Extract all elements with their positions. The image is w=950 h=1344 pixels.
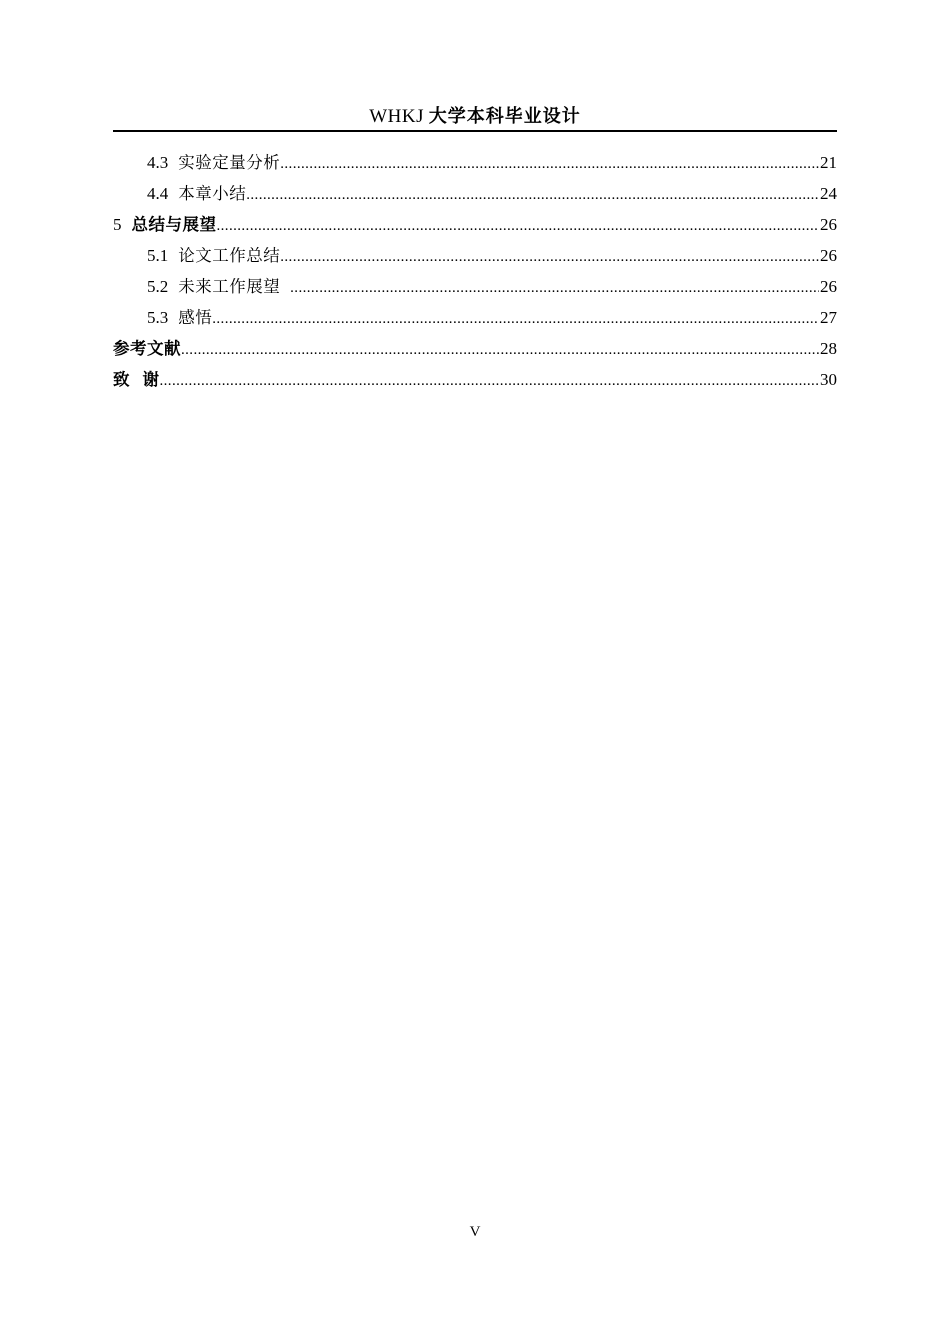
toc-entry-4-3[interactable] bbox=[113, 147, 837, 178]
toc-entry-page: 21 bbox=[820, 153, 837, 172]
toc-entry-number: 5.3 bbox=[147, 308, 169, 327]
toc-entry-5-3[interactable] bbox=[113, 302, 837, 333]
toc-entry-page: 30 bbox=[820, 370, 837, 389]
header-title: 大学本科毕业设计 bbox=[428, 106, 581, 127]
toc-entry-title: 实验定量分析 bbox=[178, 153, 281, 172]
toc-entry-page: 27 bbox=[820, 308, 837, 327]
page-number: V bbox=[469, 1224, 481, 1240]
toc-entry-title: 未来工作展望 bbox=[178, 277, 281, 296]
toc-entry-number: 5.1 bbox=[147, 246, 169, 265]
toc-entry-page: 26 bbox=[820, 215, 837, 234]
toc-entry-number: 5 bbox=[113, 215, 122, 234]
toc-entry-title: 致 谢 bbox=[113, 370, 160, 389]
header-rule bbox=[113, 130, 837, 132]
toc-entry-page: 24 bbox=[820, 184, 837, 203]
toc-entry-number: 4.3 bbox=[147, 153, 169, 172]
toc-entry-number: 5.2 bbox=[147, 277, 169, 296]
toc-dot-leader bbox=[160, 366, 820, 397]
toc-dot-leader bbox=[217, 211, 820, 242]
toc-entry-title: 感悟 bbox=[178, 308, 213, 327]
toc-entry-5-2[interactable] bbox=[113, 271, 837, 302]
table-of-contents bbox=[113, 147, 837, 395]
toc-entry-4-4[interactable] bbox=[113, 178, 837, 209]
toc-entry-acknowledgements[interactable] bbox=[113, 364, 837, 395]
page-header bbox=[113, 104, 837, 130]
toc-entry-title: 本章小结 bbox=[178, 184, 247, 203]
toc-entry-title: 总结与展望 bbox=[131, 215, 217, 234]
toc-dot-leader bbox=[280, 242, 819, 273]
toc-entry-references[interactable] bbox=[113, 333, 837, 364]
toc-entry-5-1[interactable] bbox=[113, 240, 837, 271]
toc-entry-page: 26 bbox=[820, 277, 837, 296]
toc-dot-leader bbox=[280, 149, 819, 180]
toc-entry-number: 4.4 bbox=[147, 184, 169, 203]
toc-entry-title: 论文工作总结 bbox=[178, 246, 281, 265]
header-school-code: WHKJ bbox=[369, 106, 425, 127]
toc-dot-leader bbox=[246, 180, 819, 211]
toc-entry-page: 28 bbox=[820, 339, 837, 358]
toc-entry-page: 26 bbox=[820, 246, 837, 265]
toc-dot-leader bbox=[290, 273, 819, 304]
toc-entry-5[interactable] bbox=[113, 209, 837, 240]
toc-entry-title: 参考文献 bbox=[113, 339, 181, 358]
toc-dot-leader bbox=[212, 304, 819, 335]
toc-dot-leader bbox=[181, 335, 819, 366]
